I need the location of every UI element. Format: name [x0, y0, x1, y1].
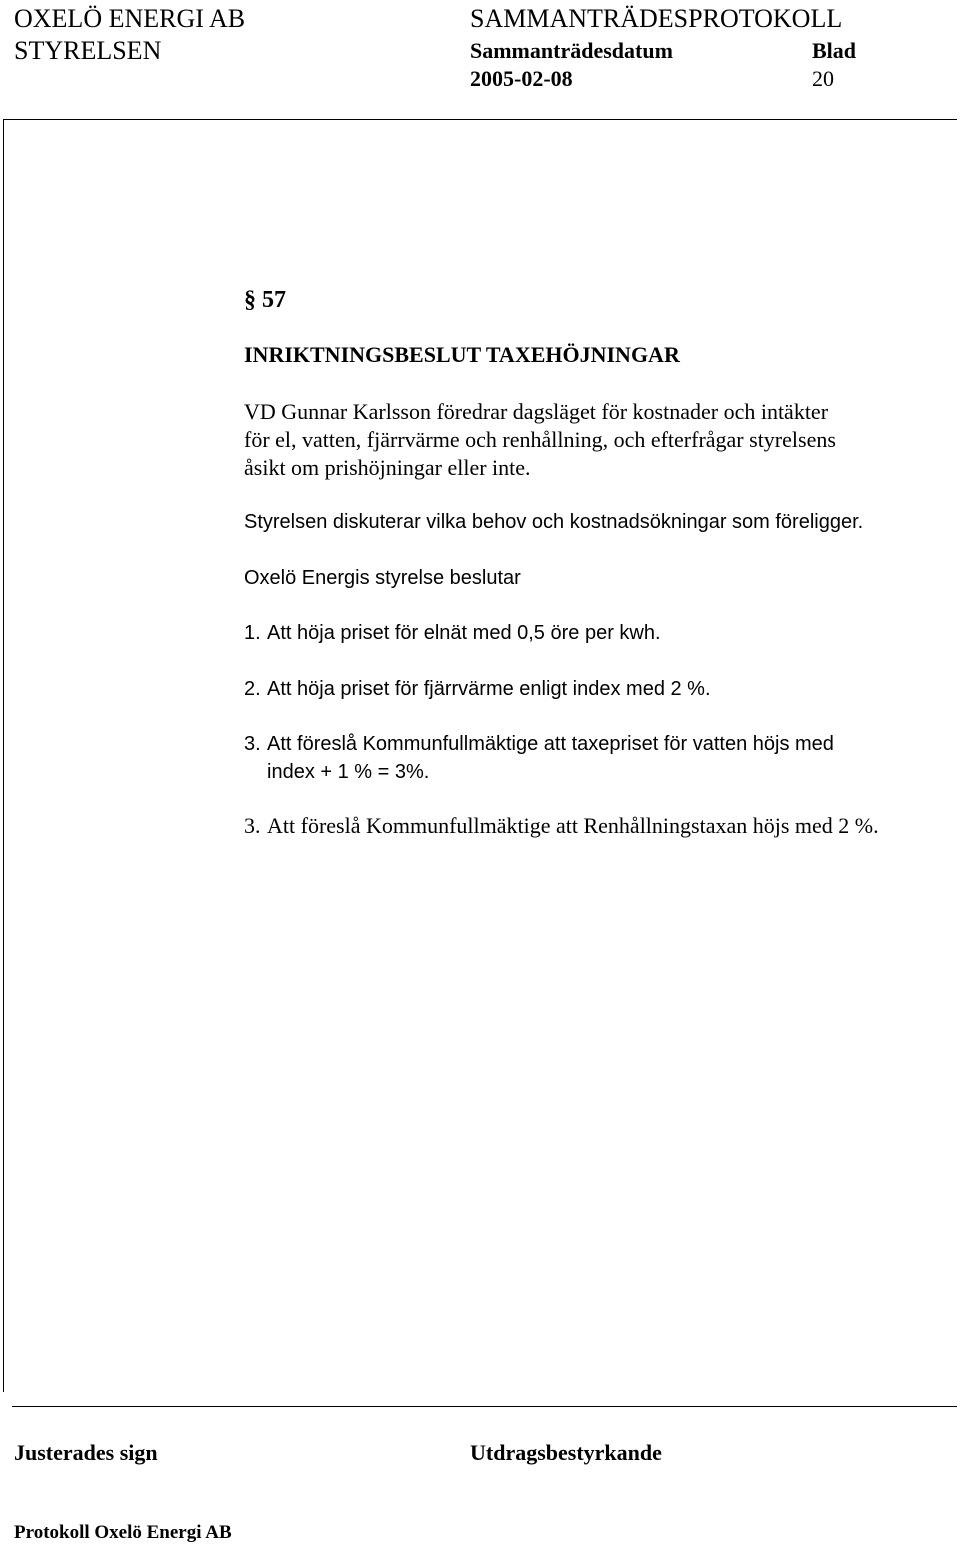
decision-2-text: Att höja priset för fjärrvärme enligt index med 2 %.	[267, 678, 711, 700]
footer-certified-label: Utdragsbestyrkande	[470, 1440, 662, 1465]
footer-protocol-label: Protokoll Oxelö Energi AB	[14, 1522, 232, 1543]
footer-rule	[12, 1406, 957, 1407]
header-rule	[3, 119, 957, 120]
decision-2-number: 2.	[244, 678, 261, 700]
decision-3-text-line-2: index + 1 % = 3%.	[267, 761, 430, 783]
header-date: 2005-02-08	[470, 66, 573, 91]
decision-heading: Oxelö Energis styrelse beslutar	[244, 567, 521, 589]
header-page-label: Blad	[812, 38, 857, 63]
discussion-text: Styrelsen diskuterar vilka behov och kostnadsökningar som föreligger.	[244, 511, 864, 533]
intro-line-3: åsikt om prishöjningar eller inte.	[244, 455, 531, 480]
header-doc-type: SAMMANTRÄDESPROTOKOLL	[470, 4, 843, 33]
final-decision-text: Att föreslå Kommunfullmäktige att Renhållningstaxan höjs med 2 %.	[267, 813, 879, 838]
intro-line-1: VD Gunnar Karlsson föredrar dagsläget för kostnader och intäkter	[244, 399, 829, 424]
paragraph-symbol: §	[244, 287, 256, 313]
intro-line-2: för el, vatten, fjärrvärme och renhållning, och efterfrågar styrelsens	[244, 427, 836, 452]
final-decision-number: 3.	[244, 813, 261, 838]
decision-1-text: Att höja priset för elnät med 0,5 öre per kwh.	[267, 622, 661, 644]
header-org: OXELÖ ENERGI AB	[14, 4, 246, 33]
section-number	[244, 286, 286, 314]
footer-signed-label: Justerades sign	[14, 1440, 158, 1465]
header-page-number: 20	[812, 66, 834, 91]
section-number-value: 57	[262, 287, 286, 313]
decision-1-number: 1.	[244, 622, 261, 644]
decision-3-number: 3.	[244, 733, 261, 755]
decision-3-text-line-1: Att föreslå Kommunfullmäktige att taxepriset för vatten höjs med	[267, 733, 834, 755]
header-date-label: Sammanträdesdatum	[470, 38, 673, 63]
section-title: INRIKTNINGSBESLUT TAXEHÖJNINGAR	[244, 342, 680, 367]
left-margin-rule	[3, 119, 4, 1392]
header-department: STYRELSEN	[14, 36, 162, 65]
